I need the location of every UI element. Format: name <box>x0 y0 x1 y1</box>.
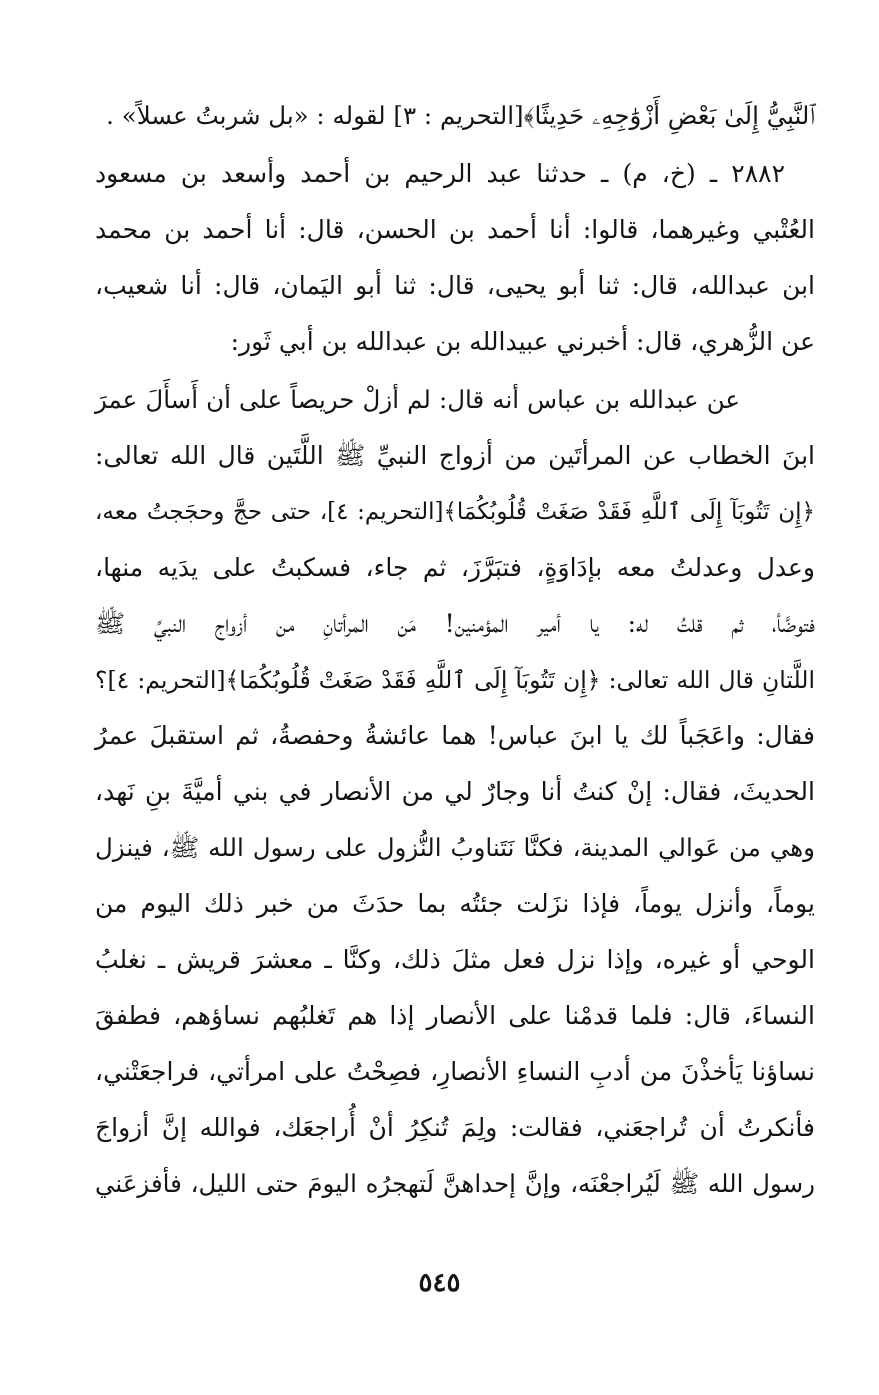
text-line: يوماً، وأنزل يوماً، فإذا نزَلت جئتُه بما حدَثَ من خبر ذلك اليوم من <box>95 889 815 918</box>
paragraph-start-line: عن عبدالله بن عباس أنه قال: لم أزلْ حريصاً على أن أَسأَلَ عمرَ <box>95 385 740 414</box>
text-line: فتوضَّأ، ثم قلتُ له: يا أمير المؤمنين! مَن المرأتانِ من أزواج النبيِّ ﷺ <box>95 609 815 638</box>
document-page <box>95 88 815 1212</box>
text-line: وعدل وعدلتُ معه بإدَاوَةٍ، فتبَرَّزَ، ثم جاء، فسكبتُ على يدَيه منها، <box>95 553 815 582</box>
text-line: ﴿إِن تَتُوبَآ إِلَى ٱللَّهِ فَقَدْ صَغَتْ قُلُوبُكُمَا﴾[التحريم: ٤]، حتى حجَّ وحجَجتُ معه، <box>95 499 815 525</box>
text-line: عن الزُّهري، قال: أخبرني عبيدالله بن عبدالله بن أبي ثَور: <box>230 327 815 356</box>
text-line: نساؤنا يَأخذْنَ من أدبِ النساءِ الأنصارِ، فصِحْتُ على امرأتي، فراجعَتْني، <box>95 1057 815 1086</box>
text-line: اللَّتانِ قال الله تعالى: ﴿إِن تَتُوبَآ إِلَى ٱللَّهِ فَقَدْ صَغَتْ قُلُوبُكُمَا﴾[التحريم: ٤]؟ <box>95 666 815 694</box>
text-line: وهي من عَوالي المدينة، فكنَّا نَتَناوبُ النُّزول على رسول الله ﷺ، فينزل <box>95 833 815 862</box>
text-line: ابنَ الخطاب عن المرأتَين من أزواج النبيِّ ﷺ اللَّتَين قال الله تعالى: <box>95 441 815 470</box>
text-line: رسول الله ﷺ لَيُراجعْنَه، وإنَّ إحداهنَّ لَتهجرُه اليومَ حتى الليل، فأفزعَني <box>95 1169 815 1198</box>
text-line: ابن عبدالله، قال: ثنا أبو يحيى، قال: ثنا أبو اليَمان، قال: أنا شعيب، <box>95 271 815 300</box>
text-line: الوحي أو غيره، وإذا نزل فعل مثلَ ذلك، وكنَّا ـ معشرَ قريش ـ نغلبُ <box>95 945 815 974</box>
text-line: فقال: واعَجَباً لك يا ابنَ عباس! هما عائشةُ وحفصةُ، ثم استقبلَ عمرُ <box>95 721 815 750</box>
text-line: ٱلنَّبِيُّ إِلَىٰ بَعْضِ أَزْوَٰجِهِۦ حَدِيثًا﴾[التحريم : ٣] لقوله : «بل شربتُ عسلاً» . <box>106 101 815 130</box>
text-line: فأنكرتُ أن تُراجعَني، فقالت: ولِمَ تُنكِرُ أنْ أُراجعَك، فوالله إنَّ أزواجَ <box>95 1113 815 1142</box>
text-line: العُتْبي وغيرهما، قالوا: أنا أحمد بن الحسن، قال: أنا أحمد بن محمد <box>95 215 815 244</box>
text-line: الحديثَ، فقال: إنْ كنتُ أنا وجارٌ لي من الأنصار في بني أميَّةَ بنِ نَهد، <box>95 777 815 806</box>
page-number: ٥٤٥ <box>418 1268 461 1298</box>
hadith-heading-line: ٢٨٨٢ ـ (خ، م) ـ حدثنا عبد الرحيم بن أحمد وأسعد بن مسعود <box>95 159 785 188</box>
text-line: النساءَ، قال: فلما قدمْنا على الأنصار إذا هم تَغلبُهم نساؤهم، فطفقَ <box>95 1001 815 1030</box>
